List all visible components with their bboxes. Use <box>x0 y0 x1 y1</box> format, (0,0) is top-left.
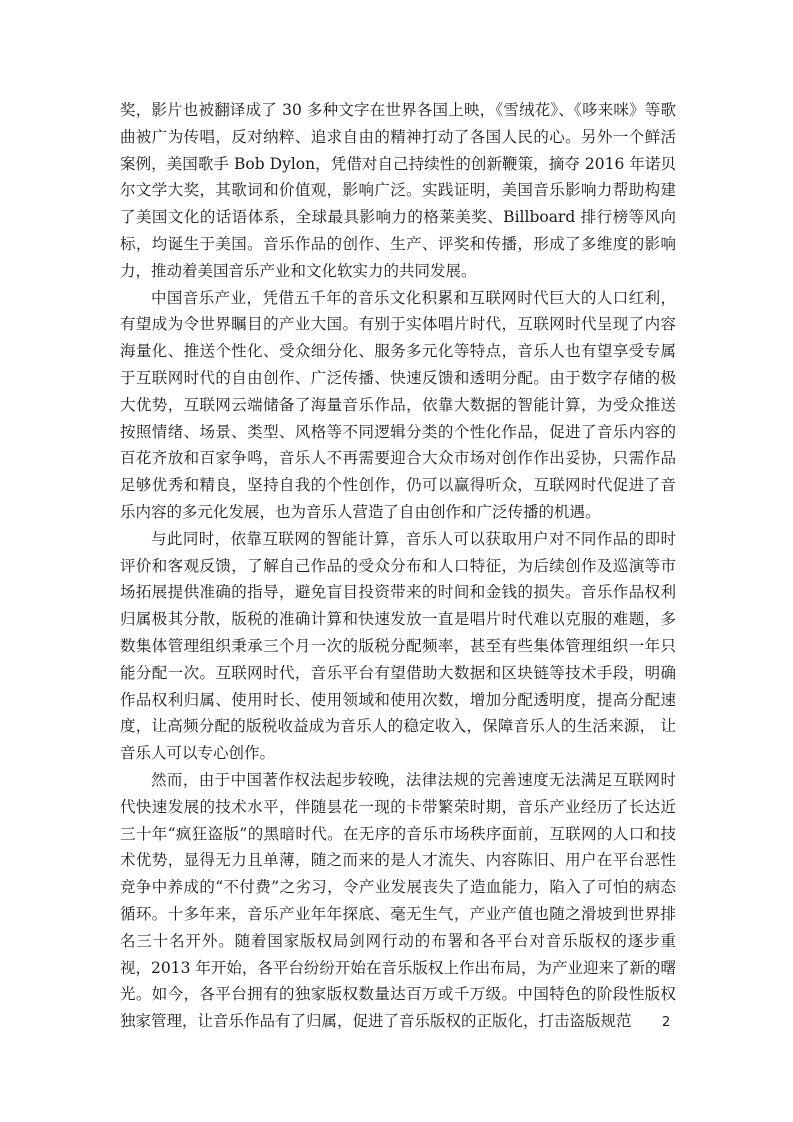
paragraph-1: 奖，影片也被翻译成了 30 多种文字在世界各国上映，《雪绒花》、《哆来咪》等歌曲被广为传唱，反对纳粹、追求自由的精神打动了各国人民的心。另外一个鲜活案例，美国歌手 Bob Dylon，凭借对自己持续性的创新鞭策，摘夺 2016 年诺贝尔文学大奖，其歌词和价值观，影响广泛。实践证明，美国音乐影响力帮助构建了美国文化的话语体系，全球最具影响力的格莱美奖、Billboard 排行榜等风向标，均诞生于美国。音乐作品的创作、生产、评奖和传播，形成了多维度的影响力，推动着美国音乐产业和文化软实力的共同发展。 <box>120 101 676 280</box>
paragraph-3: 与此同时，依靠互联网的智能计算，音乐人可以获取用户对不同作品的即时评价和客观反馈，了解自己作品的受众分布和人口特征，为后续创作及巡演等市场拓展提供准确的指导，避免盲目投资带来的时间和金钱的损失。音乐作品权利归属极其分散，版税的准确计算和快速发放一直是唱片时代难以克服的难题，多数集体管理组织秉承三个月一次的版税分配频率，甚至有些集体管理组织一年只能分配一次。互联网时代，音乐平台有望借助大数据和区块链等技术手段，明确作品权利归属、使用时长、使用领域和使用次数，增加分配透明度，提高分配速度，让高频分配的版税收益成为音乐人的稳定收入，保障音乐人的生活来源， 让音乐人可以专心创作。 <box>120 529 676 763</box>
body-text <box>120 97 676 1035</box>
paragraph-2: 中国音乐产业，凭借五千年的音乐文化积累和互联网时代巨大的人口红利，有望成为令世界瞩目的产业大国。有别于实体唱片时代，互联网时代呈现了内容海量化、推送个性化、受众细分化、服务多元化等特点，音乐人也有望享受专属于互联网时代的自由创作、广泛传播、快速反馈和透明分配。由于数字存储的极大优势，互联网云端储备了海量音乐作品，依靠大数据的智能计算，为受众推送按照情绪、场景、类型、风格等不同逻辑分类的个性化作品，促进了音乐内容的百花齐放和百家争鸣，音乐人不再需要迎合大众市场对创作作出妥协，只需作品足够优秀和精良，坚持自我的个性创作，仍可以赢得听众，互联网时代促进了音乐内容的多元化发展，也为音乐人营造了自由创作和广泛传播的机遇。 <box>120 288 676 521</box>
paragraph-4: 然而，由于中国著作权法起步较晚，法律法规的完善速度无法满足互联网时代快速发展的技术水平，伴随昙花一现的卡带繁荣时期，音乐产业经历了长达近三十年“疯狂盗版”的黑暗时代。在无序的音乐市场秩序面前，互联网的人口和技术优势，显得无力且单薄，随之而来的是人才流失、内容陈旧、用户在平台恶性竞争中养成的“不付费”之劣习，令产业发展丧失了造血能力，陷入了可怕的病态循环。十多年来，音乐产业年年探底、毫无生气，产业产值也随之滑坡到世界排名三十名开外。随着国家版权局剑网行动的布署和各平台对音乐版权的逐步重视，2013 年开始，各平台纷纷开始在音乐版权上作出布局，为产业迎来了新的曙光。如今，各平台拥有的独家版权数量达百万或千万级。中国特色的阶段性版权独家管理，让音乐作品有了归属，促进了音乐版权的正版化，打击盗版规范 <box>120 770 676 1031</box>
page-number: 2 <box>662 1015 671 1030</box>
